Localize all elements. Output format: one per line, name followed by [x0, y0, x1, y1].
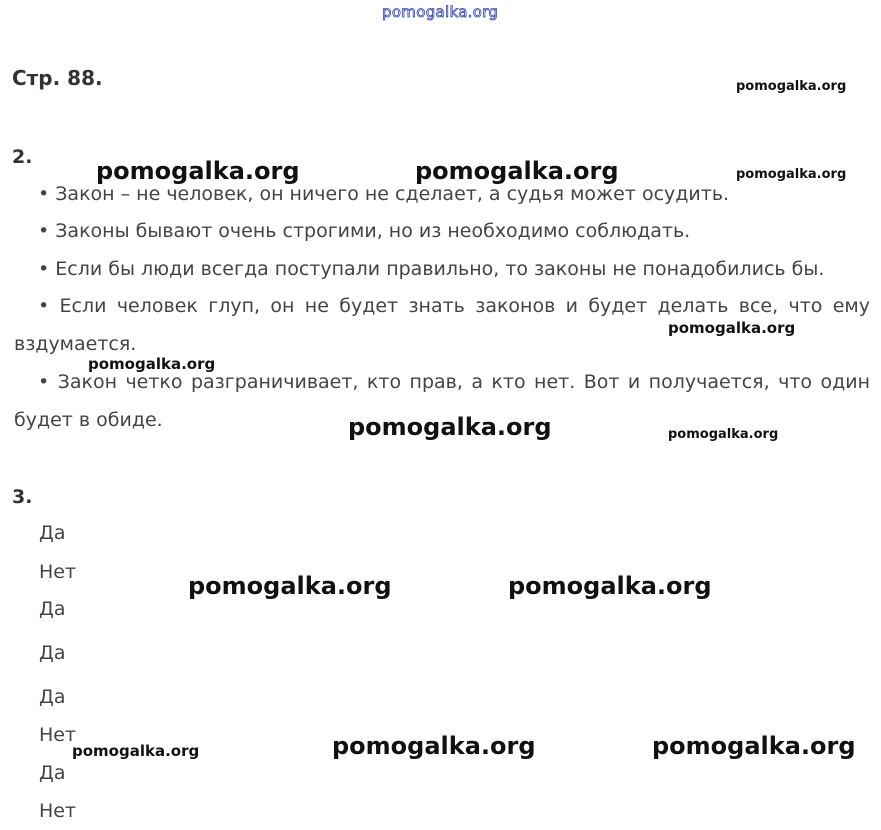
- section-2-number: 2.: [12, 146, 33, 168]
- section-2-item-1: • Закон – не человек, он ничего не сделает, а судья может осудить.: [38, 183, 730, 205]
- answer-7: Да: [39, 762, 66, 784]
- watermark-top: pomogalka.org: [382, 3, 499, 21]
- section-2-item-4: • Если человек глуп, он не будет знать законов и будет делать все, что ему вздумается.: [14, 295, 870, 355]
- section-2-item-3: • Если бы люди всегда поступали правильно, то законы не понадобились бы.: [38, 258, 825, 280]
- answer-8: Нет: [39, 800, 77, 822]
- watermark: pomogalka.org: [652, 732, 856, 760]
- page-title: Стр. 88.: [12, 66, 103, 90]
- watermark: pomogalka.org: [736, 167, 847, 182]
- watermark: pomogalka.org: [96, 157, 300, 185]
- answer-5: Да: [39, 686, 66, 708]
- watermark: pomogalka.org: [72, 742, 200, 760]
- watermark: pomogalka.org: [668, 427, 779, 442]
- answer-3: Да: [39, 598, 66, 620]
- watermark: pomogalka.org: [415, 157, 619, 185]
- watermark: pomogalka.org: [332, 732, 536, 760]
- section-2-item-2: • Законы бывают очень строгими, но из необходимо соблюдать.: [38, 220, 691, 242]
- watermark: pomogalka.org: [736, 79, 847, 94]
- watermark: pomogalka.org: [188, 572, 392, 600]
- answer-2: Нет: [39, 561, 77, 583]
- watermark: pomogalka.org: [348, 413, 552, 441]
- watermark: pomogalka.org: [668, 319, 796, 337]
- section-3-number: 3.: [12, 486, 33, 508]
- answer-1: Да: [39, 522, 66, 544]
- answer-6: Нет: [39, 724, 77, 746]
- watermark: pomogalka.org: [508, 572, 712, 600]
- answer-4: Да: [39, 642, 66, 664]
- section-2-item-5: • Закон четко разграничивает, кто прав, а кто нет. Вот и получается, что один будет в обиде.: [14, 371, 870, 431]
- watermark: pomogalka.org: [88, 355, 216, 373]
